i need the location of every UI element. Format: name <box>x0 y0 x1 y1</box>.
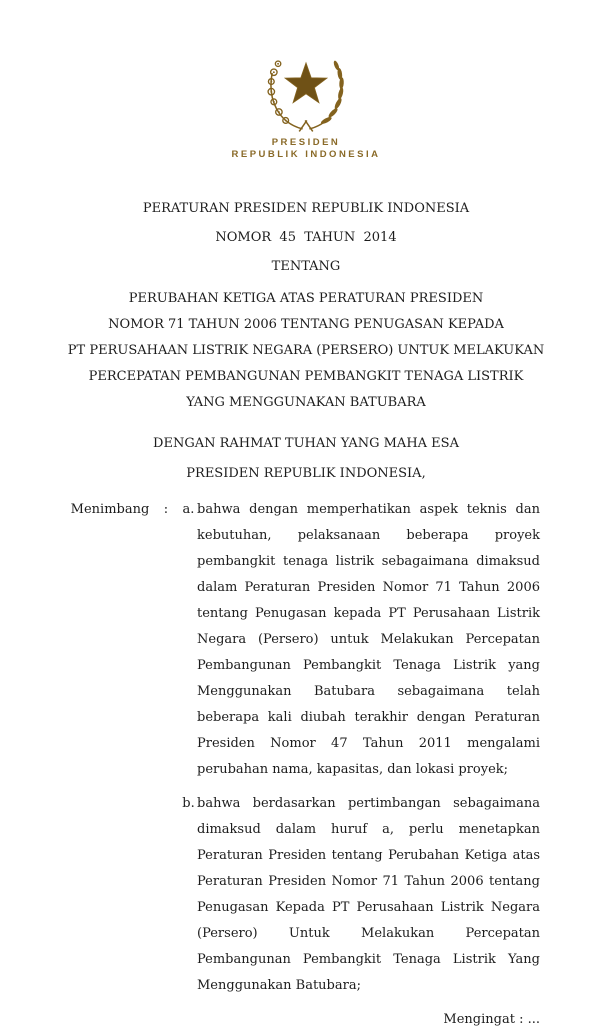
letterhead <box>0 0 612 161</box>
regulation-title-line: PERCEPATAN PEMBANGUNAN PEMBANGKIT TENAGA LISTRIK <box>88 369 524 384</box>
consideration-item-b <box>180 791 540 999</box>
considerations-row <box>68 497 540 999</box>
regulation-title-line: YANG MENGGUNAKAN BATUBARA <box>186 395 426 410</box>
regulation-title <box>0 286 612 416</box>
considerations-colon: : <box>163 502 169 517</box>
considerations-items <box>180 497 540 999</box>
item-marker: b. <box>182 796 195 811</box>
tentang-label: TENTANG <box>271 259 341 274</box>
authority-line: PRESIDEN REPUBLIK INDONESIA, <box>186 466 426 481</box>
consideration-item-a <box>180 497 540 783</box>
document-body <box>0 201 612 1033</box>
item-text: bahwa dengan memperhatikan aspek teknis dan kebutuhan, pelaksanaan beberapa proyek pembangkit tenaga listrik sebagaimana dimaksud dalam Peraturan Presiden Nomor 71 Tahun 2006 tentang Penugasan kepada PT Perusahaan Listrik Negara (Persero) untuk Melakukan Percepatan Pembangunan Pembangkit Tenaga Listrik yang Menggunakan Batubara sebagaimana telah beberapa kali diubah terakhir dengan Peraturan Presiden Nomor 47 Tahun 2011 mengalami perubahan nama, kapasitas, dan lokasi proyek; <box>197 502 540 777</box>
presidential-seal-emblem <box>246 46 366 134</box>
letterhead-org-line2: REPUBLIK INDONESIA <box>231 149 381 160</box>
gold-star-icon <box>285 63 327 103</box>
considerations-section <box>68 497 540 999</box>
regulation-title-line: NOMOR 71 TAHUN 2006 TENTANG PENUGASAN KEPADA <box>108 317 504 332</box>
continuation-catchword: Mengingat : ... <box>443 1012 540 1027</box>
wreath-floret-dots-icon <box>270 63 286 122</box>
letterhead-org-line1: PRESIDEN <box>271 137 341 148</box>
wreath-leaves-icon <box>320 60 344 125</box>
letterhead-org-name <box>0 137 612 161</box>
regulation-heading: PERATURAN PRESIDEN REPUBLIK INDONESIA <box>142 201 470 216</box>
item-marker: a. <box>182 502 195 517</box>
regulation-title-line: PT PERUSAHAAN LISTRIK NEGARA (PERSERO) UNTUK MELAKUKAN <box>67 343 545 358</box>
considerations-label: Menimbang <box>70 502 150 517</box>
regulation-number: NOMOR 45 TAHUN 2014 <box>215 230 397 245</box>
item-text: bahwa berdasarkan pertimbangan sebagaimana dimaksud dalam huruf a, perlu menetapkan Peraturan Presiden tentang Perubahan Ketiga atas Peraturan Presiden Nomor 71 Tahun 2006 tentang Penugasan Kepada PT Perusahaan Listrik Negara (Persero) Untuk Melakukan Percepatan Pembangunan Pembangkit Tenaga Listrik Yang Menggunakan Batubara; <box>197 796 540 993</box>
regulation-title-line: PERUBAHAN KETIGA ATAS PERATURAN PRESIDEN <box>128 291 484 306</box>
invocation-line: DENGAN RAHMAT TUHAN YANG MAHA ESA <box>153 436 459 451</box>
